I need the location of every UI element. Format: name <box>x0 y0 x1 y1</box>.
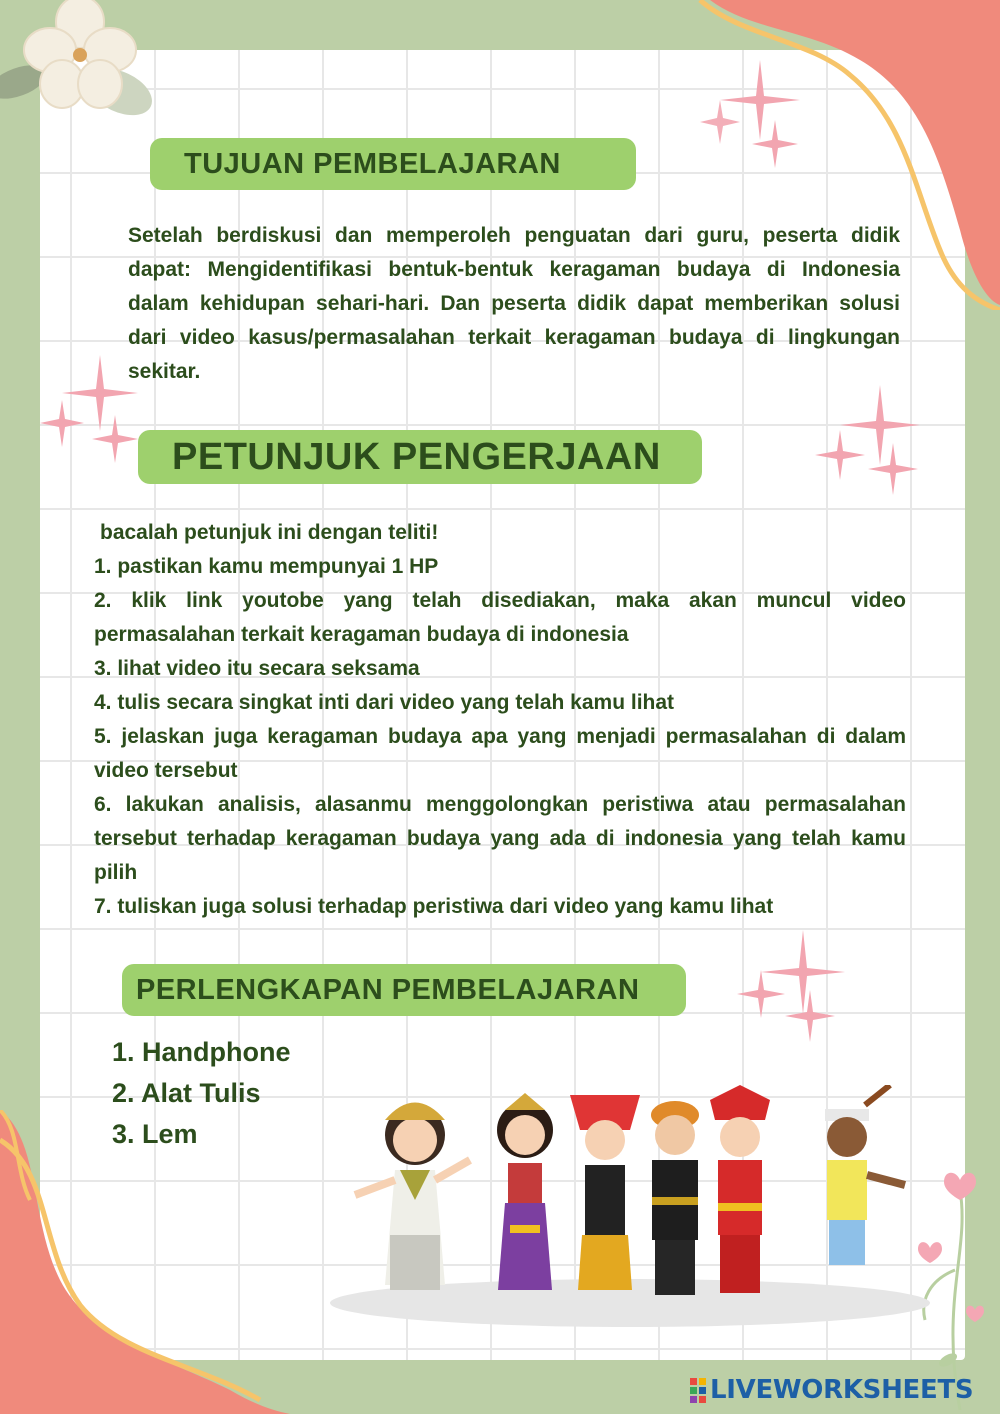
children-illustration <box>330 1085 940 1330</box>
list-item: 3. lihat video itu secara seksama <box>94 657 420 680</box>
banner-petunjuk-pengerjaan <box>138 430 702 484</box>
child-figure <box>355 1103 470 1291</box>
petunjuk-intro: bacalah petunjuk ini dengan teliti! <box>100 521 439 544</box>
banner-tujuan-pembelajaran <box>150 138 636 190</box>
list-item: 7. tuliskan juga solusi terhadap peristiwa dari video yang kamu lihat <box>94 895 774 918</box>
perlengkapan-list <box>112 1032 291 1155</box>
sparkle-icon <box>690 60 810 170</box>
tujuan-paragraph: Setelah berdiskusi dan memperoleh penguatan dari guru, peserta didik dapat: Mengidentifikasi bentuk-bentuk keragaman budaya di Indonesia dalam kehidupan sehari-hari. Dan peserta didik dapat memberikan solusi dari video kasus/permasalahan terkait keragaman budaya di lingkungan sekitar. <box>128 224 900 383</box>
section-title-tujuan: TUJUAN PEMBELAJARAN <box>184 147 561 180</box>
petunjuk-list <box>94 516 906 924</box>
flower-icon <box>0 0 160 120</box>
liveworksheets-icon <box>690 1378 706 1403</box>
list-item: 2. klik link youtobe yang telah disediakan, maka akan muncul video permasalahan terkait keragaman budaya di indonesia <box>94 589 906 646</box>
section-title-perlengkapan: PERLENGKAPAN PEMBELAJARAN <box>136 973 640 1006</box>
liveworksheets-brand: LIVEWORKSHEETS <box>710 1375 974 1405</box>
coral-wave-bottom-left <box>0 1110 310 1414</box>
child-figure <box>497 1093 553 1290</box>
list-item: 1. pastikan kamu mempunyai 1 HP <box>94 555 439 578</box>
list-item: 4. tulis secara singkat inti dari video yang telah kamu lihat <box>94 691 675 714</box>
liveworksheets-logo <box>690 1372 990 1408</box>
banner-perlengkapan-pembelajaran <box>122 964 686 1016</box>
list-item: 6. lakukan analisis, alasanmu menggolongkan peristiwa atau permasalahan tersebut terhadap keragaman budaya yang ada di indonesia yang telah kamu pilih <box>94 793 906 884</box>
sparkle-icon <box>805 385 930 505</box>
child-figure <box>710 1085 770 1293</box>
list-item: 1. Handphone <box>112 1037 291 1067</box>
child-figure <box>570 1095 640 1290</box>
child-figure <box>651 1101 699 1295</box>
child-figure <box>825 1085 905 1265</box>
list-item: 3. Lem <box>112 1119 198 1149</box>
section-title-petunjuk: PETUNJUK PENGERJAAN <box>172 435 661 478</box>
sparkle-icon <box>725 930 855 1050</box>
list-item: 5. jelaskan juga keragaman budaya apa yang menjadi permasalahan di dalam video tersebut <box>94 725 906 782</box>
list-item: 2. Alat Tulis <box>112 1078 261 1108</box>
